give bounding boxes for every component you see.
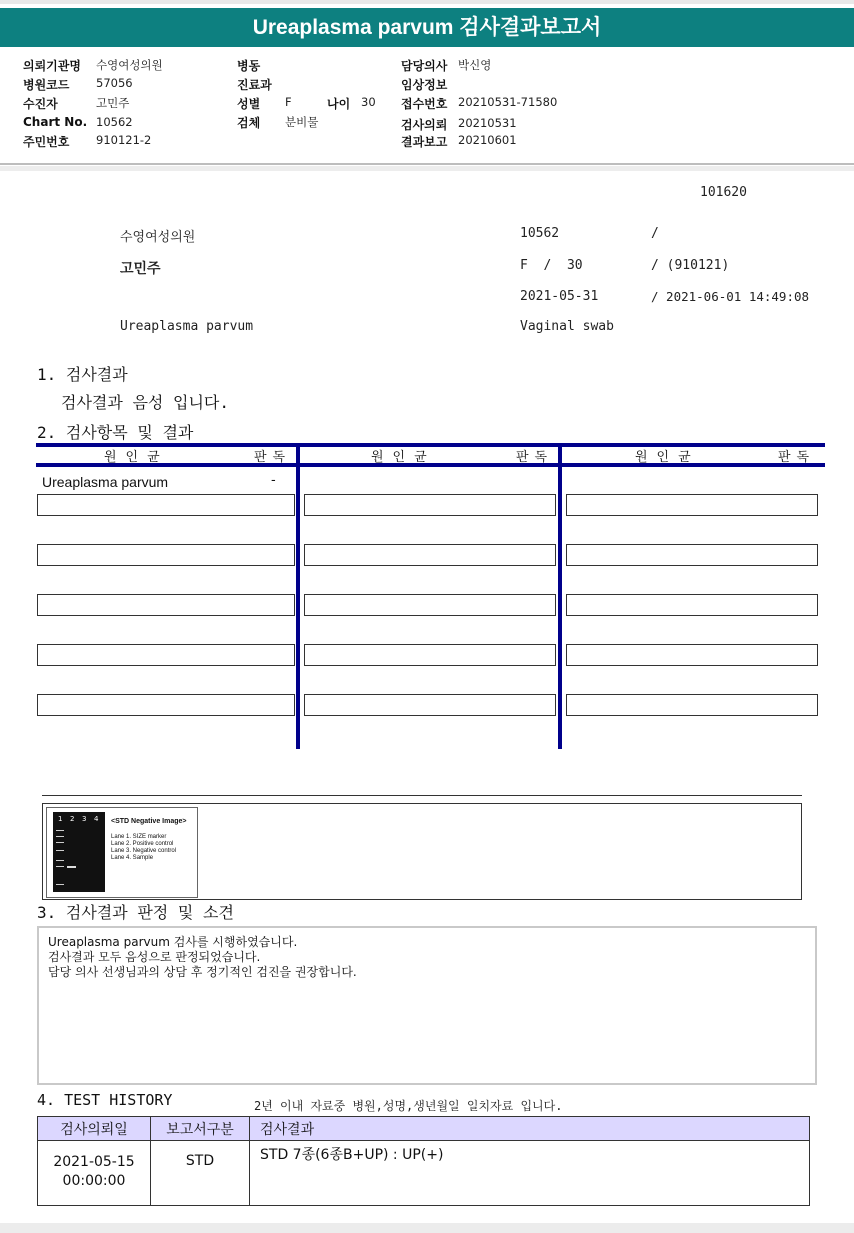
table-divider-1 [296, 443, 300, 749]
col2-pathogen-header: 원인균 [371, 450, 436, 465]
header-divider [0, 163, 854, 165]
gel-top-rule [42, 795, 802, 796]
history-table [37, 1116, 810, 1206]
col1-pathogen-header: 원인균 [104, 450, 169, 465]
section4-title: 4. TEST HISTORY [37, 1091, 173, 1109]
empty-cell [566, 594, 818, 616]
summary-sex-age: F / 30 [520, 258, 583, 273]
request-label: 검사의뢰 [401, 118, 448, 132]
clinical-info-label: 임상정보 [401, 78, 448, 92]
report-label: 결과보고 [401, 135, 448, 149]
summary-slash: / [651, 226, 659, 241]
summary-test-name: Ureaplasma parvum [120, 319, 254, 334]
history-header-type: 보고서구분 [151, 1117, 250, 1141]
summary-institution: 수영여성의원 [120, 230, 196, 245]
marker-band [56, 860, 64, 861]
empty-cell [304, 694, 556, 716]
empty-cell [304, 644, 556, 666]
history-header-result: 검사결과 [250, 1117, 810, 1141]
history-date: 2021-05-15 [53, 1154, 135, 1170]
lane-2-label: 2 [70, 815, 75, 823]
col3-result-header: 판독 [778, 450, 816, 465]
gel-caption-title: <STD Negative Image> [111, 818, 187, 825]
request-value: 20210531 [458, 116, 517, 130]
gel-caption [111, 834, 176, 862]
institution-value: 수영여성의원 [96, 58, 163, 72]
col3-pathogen-header: 원인균 [635, 450, 700, 465]
marker-band [56, 836, 64, 837]
gel-image-panel [46, 807, 198, 898]
result-value: - [271, 473, 276, 488]
report-title: Ureaplasma parvum 검사결과보고서 [0, 8, 854, 47]
marker-band [56, 842, 64, 843]
report-value: 20210601 [458, 133, 517, 147]
empty-cell [566, 544, 818, 566]
summary-code: 101620 [700, 185, 747, 200]
empty-cell [304, 544, 556, 566]
gel-caption-line: Lane 4. Sample [111, 855, 154, 861]
marker-band [56, 884, 64, 885]
gel-caption-line: Lane 2. Positive control [111, 841, 174, 847]
history-type: STD [151, 1141, 250, 1206]
marker-band [56, 850, 64, 851]
col1-result-header: 판독 [254, 450, 292, 465]
history-header-row [38, 1117, 810, 1141]
specimen-value: 분비물 [285, 115, 319, 129]
summary-report-datetime: / 2021-06-01 14:49:08 [651, 289, 810, 304]
age-value: 30 [361, 95, 376, 109]
patient-value: 고민주 [96, 96, 130, 110]
empty-cell [304, 494, 556, 516]
lane-1-label: 1 [58, 815, 63, 823]
opinion-line-1: Ureaplasma parvum 검사를 시행하였습니다. [48, 935, 298, 949]
gel-image [53, 812, 105, 892]
section3-title: 3. 검사결과 판정 및 소견 [37, 903, 234, 922]
opinion-line-3: 담당 의사 선생님과의 상담 후 정기적인 검진을 권장합니다. [48, 965, 357, 979]
sex-value: F [285, 95, 292, 109]
marker-band [56, 866, 64, 867]
col2-result-header: 판독 [516, 450, 554, 465]
result-pathogen: Ureaplasma parvum [42, 474, 169, 490]
chart-no-label: Chart No. [23, 115, 88, 129]
doctor-label: 담당의사 [401, 59, 448, 73]
empty-cell [566, 694, 818, 716]
empty-cell [304, 594, 556, 616]
summary-request-date: 2021-05-31 [520, 289, 599, 304]
footer-bar [0, 1223, 854, 1233]
table-row [38, 1141, 810, 1206]
top-rule [0, 0, 854, 4]
summary-birth: / (910121) [651, 258, 730, 273]
history-result: STD 7종(6종B+UP) : UP(+) [250, 1141, 810, 1206]
chart-no-value: 10562 [96, 115, 133, 129]
empty-cell [37, 494, 295, 516]
sex-label: 성별 [237, 97, 261, 111]
summary-chart-no: 10562 [520, 226, 560, 241]
reception-no-value: 20210531-71580 [458, 95, 558, 109]
section1-text: 검사결과 음성 입니다. [61, 393, 230, 412]
header-shadow [0, 166, 854, 171]
history-time: 00:00:00 [62, 1173, 126, 1189]
empty-cell [37, 544, 295, 566]
summary-patient: 고민주 [120, 261, 161, 277]
empty-cell [37, 594, 295, 616]
opinion-box [37, 926, 817, 1085]
summary-specimen: Vaginal swab [520, 319, 614, 334]
empty-cell [37, 644, 295, 666]
positive-band [67, 866, 76, 868]
institution-label: 의뢰기관명 [23, 59, 81, 73]
gel-image-frame [42, 803, 802, 900]
lane-3-label: 3 [82, 815, 87, 823]
gel-caption-line: Lane 1. SIZE marker [111, 834, 167, 840]
doctor-value: 박신영 [458, 58, 492, 72]
resident-no-value: 910121-2 [96, 133, 152, 147]
history-header-date: 검사의뢰일 [38, 1117, 151, 1141]
age-label: 나이 [327, 97, 351, 111]
empty-cell [37, 694, 295, 716]
specimen-label: 검체 [237, 116, 261, 130]
section1-title: 1. 검사결과 [37, 365, 128, 384]
reception-no-label: 접수번호 [401, 97, 448, 111]
table-divider-2 [558, 443, 562, 749]
dept-label: 진료과 [237, 78, 272, 92]
section2-title: 2. 검사항목 및 결과 [37, 423, 194, 442]
hospital-code-value: 57056 [96, 76, 133, 90]
resident-no-label: 주민번호 [23, 135, 70, 149]
history-date-cell [38, 1141, 151, 1206]
gel-caption-line: Lane 3. Negative control [111, 848, 177, 854]
empty-cell [566, 644, 818, 666]
section4-note: 2년 이내 자료중 병원,성명,생년월일 일치자료 입니다. [254, 1099, 563, 1113]
patient-label: 수진자 [23, 97, 58, 111]
ward-label: 병동 [237, 59, 261, 73]
opinion-line-2: 검사결과 모두 음성으로 판정되었습니다. [48, 950, 261, 964]
empty-cell [566, 494, 818, 516]
hospital-code-label: 병원코드 [23, 78, 70, 92]
marker-band [56, 830, 64, 831]
lane-4-label: 4 [94, 815, 99, 823]
